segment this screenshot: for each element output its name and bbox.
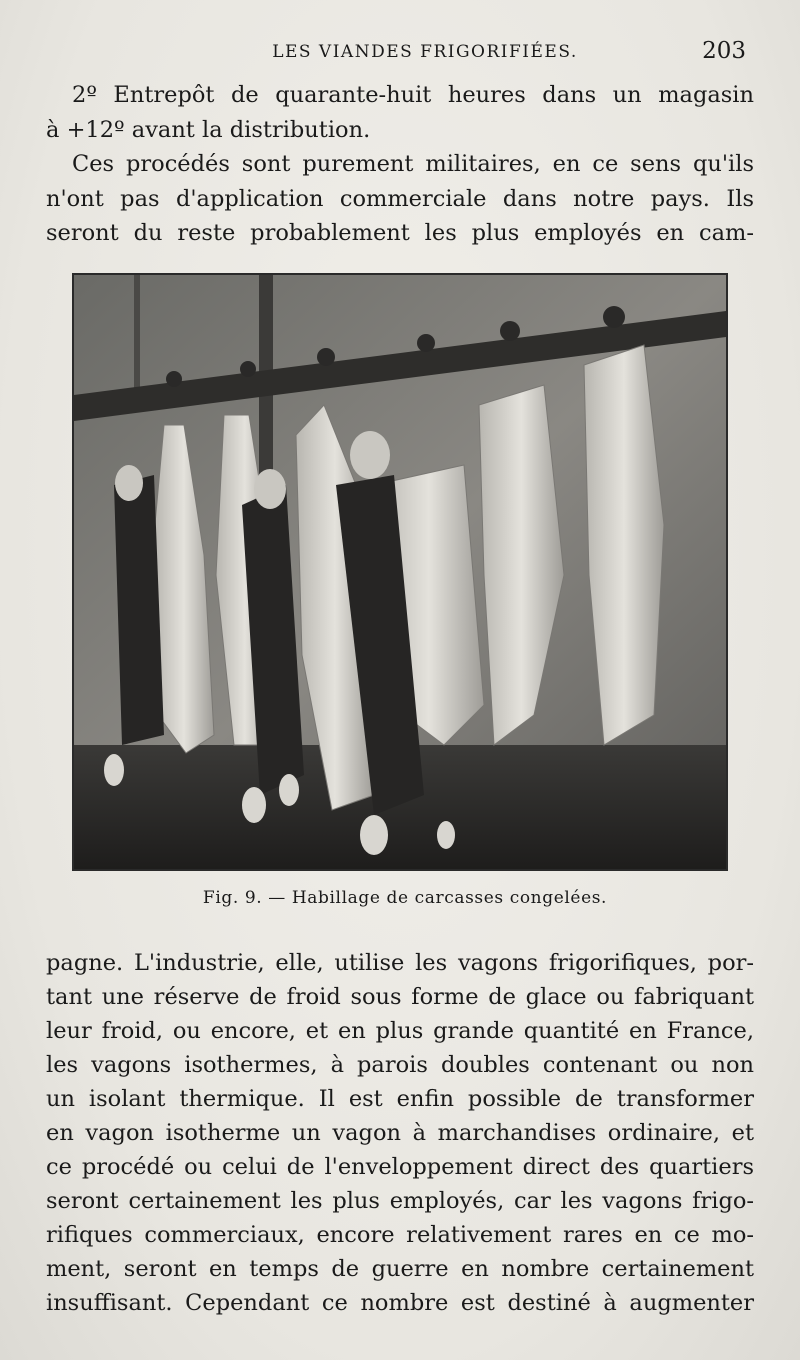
text-line: tant une réserve de froid sous forme de glace ou fabriquant [46,984,754,1010]
page-number: 203 [702,38,746,64]
top-paragraphs [46,78,754,251]
page-header [40,38,760,68]
text-line: insuffisant. Cependant ce nombre est destiné à augmenter [46,1290,754,1316]
text-line: Ces procédés sont purement militaires, en ce sens qu'ils [72,151,754,177]
text-line: rifiques commerciaux, encore relativement rares en ce mo- [46,1222,754,1248]
text-line: à +12º avant la distribution. [46,116,371,143]
text-line: n'ont pas d'application commerciale dans notre pays. Ils [46,185,754,212]
text-line: pagne. L'industrie, elle, utilise les vagons frigorifiques, por- [46,950,754,976]
text-line: leur froid, ou encore, et en plus grande quantité en France, [46,1018,754,1044]
carcasses-photo-illustration [74,275,726,869]
figure-caption: Fig. 9. — Habillage de carcasses congelées. [202,888,608,908]
text-line: seront certainement les plus employés, car les vagons frigo- [46,1188,754,1214]
figure-photograph [72,273,728,871]
text-line: les vagons isothermes, à parois doubles contenant ou non [46,1052,754,1078]
text-line: 2º Entrepôt de quarante-huit heures dans un magasin [72,82,754,108]
bottom-paragraph [46,946,754,1320]
running-title: LES VIANDES FRIGORIFIÉES. [272,42,578,62]
text-line: en vagon isotherme un vagon à marchandises ordinaire, et [46,1120,754,1146]
text-line: ce procédé ou celui de l'enveloppement direct des quartiers [46,1154,754,1180]
text-line: un isolant thermique. Il est enfin possible de transformer [46,1086,754,1112]
text-line: seront du reste probablement les plus employés en cam- [46,220,754,246]
text-line: ment, seront en temps de guerre en nombre certainement [46,1256,754,1282]
